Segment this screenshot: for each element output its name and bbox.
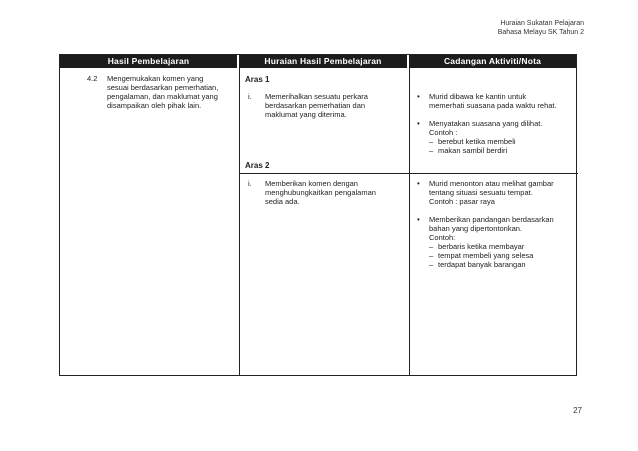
outcome-line: pengalaman, dan maklumat yang — [107, 92, 218, 101]
note-line: Contoh: — [429, 233, 456, 242]
dash-icon: – — [429, 251, 434, 260]
level-2-item-number: i. — [248, 179, 252, 188]
column-divider — [239, 68, 240, 375]
column-header-activity-notes: Cadangan Aktiviti/Nota — [409, 55, 576, 68]
bullet-icon: • — [417, 119, 420, 128]
page-number: 27 — [573, 406, 582, 415]
note-example: terdapat banyak barangan — [438, 260, 526, 269]
level-2-line: menghubungkaitkan pengalaman — [265, 188, 376, 197]
bullet-icon: • — [417, 215, 420, 224]
column-header-learning-outcome: Hasil Pembelajaran — [60, 55, 239, 68]
bullet-icon: • — [417, 179, 420, 188]
level-2-title: Aras 2 — [245, 161, 270, 170]
note-line: Murid dibawa ke kantin untuk — [429, 92, 527, 101]
note-line: Contoh : — [429, 128, 458, 137]
bullet-icon: • — [417, 92, 420, 101]
content-table — [59, 54, 577, 376]
level-1-title: Aras 1 — [245, 75, 270, 84]
level-2-line: Memberikan komen dengan — [265, 179, 358, 188]
outcome-line: sesuai berdasarkan pemerhatian, — [107, 83, 219, 92]
note-line: bahan yang dipertontonkan. — [429, 224, 522, 233]
dash-icon: – — [429, 260, 434, 269]
level-1-line: berdasarkan pemerhatian dan — [265, 101, 366, 110]
dash-icon: – — [429, 242, 434, 251]
outcome-number: 4.2 — [87, 74, 98, 83]
column-divider — [409, 68, 410, 375]
row-divider-aras2 — [239, 173, 578, 174]
note-line: memerhati suasana pada waktu rehat. — [429, 101, 557, 110]
note-line: tentang situasi sesuatu tempat. — [429, 188, 533, 197]
note-line: Contoh : pasar raya — [429, 197, 495, 206]
note-example: berebut ketika membeli — [438, 137, 516, 146]
header-line-2: Bahasa Melayu SK Tahun 2 — [497, 29, 584, 36]
outcome-line: disampaikan oleh pihak lain. — [107, 101, 202, 110]
level-1-line: Memerihalkan sesuatu perkara — [265, 92, 368, 101]
page-header — [498, 19, 584, 37]
dash-icon: – — [429, 146, 434, 155]
level-1-item-number: i. — [248, 92, 252, 101]
note-line: Memberikan pandangan berdasarkan — [429, 215, 554, 224]
dash-icon: – — [429, 137, 434, 146]
outcome-line: Mengemukakan komen yang — [107, 74, 204, 83]
level-2-line: sedia ada. — [265, 197, 300, 206]
table-header-row — [60, 55, 576, 68]
note-example: makan sambil berdiri — [438, 146, 508, 155]
note-line: Murid menonton atau melihat gambar — [429, 179, 554, 188]
header-line-1: Huraian Sukatan Pelajaran — [500, 20, 584, 27]
column-header-outcome-description: Huraian Hasil Pembelajaran — [239, 55, 409, 68]
note-example: tempat membeli yang selesa — [438, 251, 534, 260]
note-line: Menyatakan suasana yang dilihat. — [429, 119, 543, 128]
note-example: berbaris ketika membayar — [438, 242, 525, 251]
level-1-line: maklumat yang diterima. — [265, 110, 347, 119]
